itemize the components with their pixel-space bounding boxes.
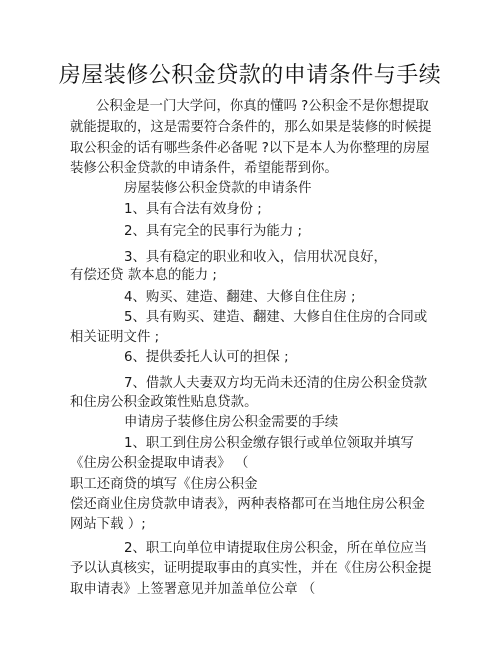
paragraph-line: 装修公积金贷款的申请条件，希望能帮到你。 xyxy=(70,161,338,176)
paragraph-line: 公积金是一门大学问，你真的懂吗 ?公积金不是你想提取 xyxy=(96,99,429,114)
section-heading: 房屋装修公积金贷款的申请条件 xyxy=(124,181,312,196)
list-item: 4、购买、建造、翻建、大修自住住房 ; xyxy=(124,290,356,305)
list-item-continuation: 相关证明文件 ; xyxy=(70,330,160,345)
list-item-continuation: 予以认真核实，证明提取事由的真实性，并在《住房公积金提 xyxy=(70,561,432,576)
list-item: 7、借款人夫妻双方均无尚未还清的住房公积金贷款 xyxy=(124,376,428,391)
list-item: 3、具有稳定的职业和收入，信用状况良好， xyxy=(124,250,387,265)
document-title: 房屋装修公积金贷款的申请条件与手续 xyxy=(58,63,442,88)
list-item-continuation: 取申请表》上签署意见并加盖单位公章 （ xyxy=(70,582,316,597)
list-item: 2、职工向单位申请提取住房公积金，所在单位应当 xyxy=(124,541,428,556)
list-item-continuation: 《住房公积金提取申请表》 （ xyxy=(70,456,249,471)
list-item-continuation: 偿还商业住房贷款申请表》，两种表格都可在当地住房公积金 xyxy=(70,497,425,512)
list-item: 1、职工到住房公积金缴存银行或单位领取并填写 xyxy=(124,436,414,451)
list-item: 2、具有完全的民事行为能力 ; xyxy=(124,224,302,239)
list-item: 6、提供委托人认可的担保 ; xyxy=(124,350,289,365)
list-item-continuation: 和住房公积金政策性贴息贷款。 xyxy=(70,395,258,410)
list-item-continuation: 网站下载 ）; xyxy=(70,517,146,532)
list-item: 1、具有合法有效身份 ; xyxy=(124,202,262,217)
paragraph-line: 取公积金的话有哪些条件必备呢 ?以下是本人为你整理的房屋 xyxy=(70,141,430,156)
list-item: 5、具有购买、建造、翻建、大修自住住房的合同或 xyxy=(124,310,428,325)
section-heading: 申请房子装修住房公积金需要的手续 xyxy=(124,415,339,430)
list-item-continuation: 有偿还贷 款本息的能力 ; xyxy=(70,268,217,283)
paragraph-line: 就能提取的，这是需要符合条件的，那么如果是装修的时候提 xyxy=(70,120,432,135)
list-item-continuation: 职工还商贷的填写《住房公积金 xyxy=(70,477,258,492)
